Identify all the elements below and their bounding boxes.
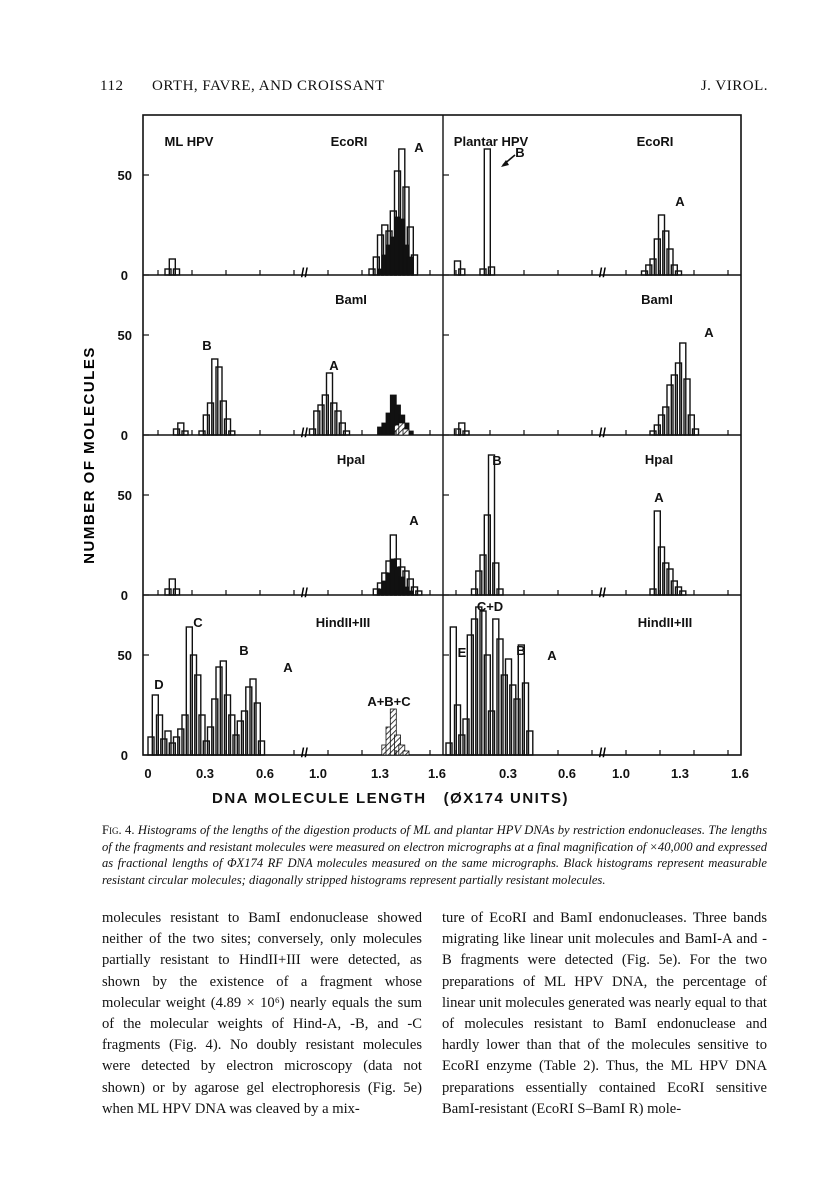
histogram-bar-2r-0-9 <box>659 547 665 595</box>
panel-label-ecori-left: EcoRI <box>330 134 368 149</box>
histogram-bar-1l-0-19 <box>344 431 350 435</box>
histogram-panel-2-left <box>165 535 422 595</box>
y-tick-label-0: 0 <box>120 268 128 283</box>
histogram-bar-3l-0-8 <box>182 715 188 755</box>
histogram-bar-1l-0-10 <box>229 431 235 435</box>
y-tick-label-0: 0 <box>120 588 128 603</box>
histogram-bar-2l-0-0 <box>165 589 171 595</box>
histogram-bar-1r-0-12 <box>688 415 694 435</box>
histogram-bar-3l-0-16 <box>216 667 222 755</box>
x-tick-label: 1.0 <box>308 766 328 781</box>
x-tick-label: 0.3 <box>498 766 518 781</box>
x-tick-label: 1.3 <box>370 766 390 781</box>
histogram-bar-3l-0-21 <box>237 721 243 755</box>
axis-break-mark: // <box>300 585 309 600</box>
axis-break-mark: // <box>598 425 607 440</box>
peak-label: A <box>704 325 714 340</box>
x-tick-label: 1.6 <box>427 766 447 781</box>
histogram-panel-3-left <box>148 627 409 755</box>
peak-label: C <box>193 615 203 630</box>
panel-label-bam-left: BamI <box>335 292 367 307</box>
axis-break-mark: // <box>598 745 607 760</box>
page-number: 112 <box>100 78 124 94</box>
histogram-bar-0r-0-11 <box>667 249 673 275</box>
x-tick-label: 0 <box>144 766 152 781</box>
histogram-bar-1r-0-9 <box>676 363 682 435</box>
peak-label: B <box>239 643 249 658</box>
x-axis-units: (ØX174 UNITS) <box>443 790 569 807</box>
histogram-bar-2r-0-5 <box>493 563 499 595</box>
histogram-bar-3r-0-16 <box>514 699 520 755</box>
histogram-bar-2r-0-7 <box>650 589 656 595</box>
histogram-bar-3l-0-10 <box>191 655 197 755</box>
figure-caption-text: Histograms of the lengths of the digestion products of ML and plantar HPV DNAs by restriction endonucleases. The lengths of the fragments and resistant molecules were measured on electron micrographs at a final magnification of ×40,000 and expressed as fractional lengths of ΦX174 RF DNA molecules measured on the same micrographs. Black histograms represent measurable resistant circular molecules; diagonally stripped histograms represent partially resistant molecules. <box>102 823 767 887</box>
histogram-bar-1l-0-8 <box>220 401 226 435</box>
histogram-bar-0r-0-7 <box>650 259 656 275</box>
x-tick-label: 1.6 <box>730 766 750 781</box>
panel-label-hind-left: HindII+III <box>315 615 371 630</box>
axis-break-mark: // <box>300 745 309 760</box>
histogram-bar-3l-1-5 <box>403 751 409 755</box>
x-tick-label: 0.3 <box>195 766 215 781</box>
panel-label-hind-right: HindII+III <box>637 615 693 630</box>
histogram-bar-1r-0-2 <box>463 431 469 435</box>
x-tick-label: 1.3 <box>670 766 690 781</box>
histogram-bar-3l-0-17 <box>220 661 226 755</box>
axis-break-mark: // <box>598 585 607 600</box>
peak-label: A <box>409 513 419 528</box>
body-text-left-column: molecules resistant to BamI endonuclease showed neither of the two sites; conversely, only molecules partially resistant to HindII+III were detected, as shown by the existence of a fragment whose molecular weight (4.89 × 10⁶) nearly equals the sum of the molecular weights of Hind-A, -B, and -C fragments (Fig. 4). No doubly resistant molecules were detected by electron microscopy (data not shown) or by agarose gel electrophoresis (Fig. 5e) when ML HPV DNA was cleaved by a mix- <box>102 910 422 1117</box>
histogram-bar-3r-0-0 <box>446 743 452 755</box>
histogram-bar-3r-0-15 <box>510 685 516 755</box>
histogram-bar-1l-0-0 <box>174 429 180 435</box>
histogram-bar-3r-0-18 <box>523 683 529 755</box>
histogram-bar-3r-0-19 <box>527 731 533 755</box>
histogram-bar-1r-0-11 <box>684 379 690 435</box>
figure-labels <box>154 134 714 709</box>
histogram-bar-2r-0-8 <box>654 511 660 595</box>
y-tick-label-50: 50 <box>117 648 132 663</box>
journal-name: J. VIROL. <box>700 78 768 94</box>
axis-break-mark: // <box>300 425 309 440</box>
histogram-bar-1r-0-6 <box>663 407 669 435</box>
histogram-bar-0r-0-10 <box>663 231 669 275</box>
x-axis-title <box>212 790 569 807</box>
axis-ticks <box>143 175 728 760</box>
histogram-bar-1l-0-18 <box>339 423 345 435</box>
peak-label: A <box>547 648 557 663</box>
histogram-bar-3l-0-25 <box>254 703 260 755</box>
histogram-bar-0r-0-6 <box>646 265 652 275</box>
histogram-bar-3l-0-22 <box>242 711 248 755</box>
panel-label-hpa-left: HpaI <box>336 452 366 467</box>
histogram-bar-3l-0-18 <box>225 695 231 755</box>
histogram-bar-3l-0-0 <box>148 737 154 755</box>
y-axis-title-text: NUMBER OF MOLECULES <box>81 346 98 564</box>
histogram-bar-3r-0-6 <box>472 619 478 755</box>
peak-label: B <box>516 643 526 658</box>
histogram-bar-0l-0-2 <box>174 269 180 275</box>
histogram-bar-3r-0-8 <box>480 611 486 755</box>
x-tick-label: 1.0 <box>611 766 631 781</box>
x-tick-label: 0.6 <box>255 766 275 781</box>
histogram-bar-3l-0-23 <box>246 687 252 755</box>
histogram-bar-1l-0-12 <box>314 411 320 435</box>
histogram-bar-2l-0-1 <box>169 579 175 595</box>
y-tick-label-0: 0 <box>120 748 128 763</box>
panel-label-ecori-right: EcoRI <box>636 134 674 149</box>
peak-label: A <box>675 194 685 209</box>
histogram-bar-3r-0-9 <box>484 655 490 755</box>
histogram-bar-2l-1-7 <box>407 591 413 595</box>
histogram-bar-1l-0-11 <box>310 429 316 435</box>
x-axis-title-text: DNA MOLECULE LENGTH <box>212 790 427 807</box>
peak-label: E <box>457 645 467 660</box>
panel-label-plantar-hpv: Plantar HPV <box>453 134 529 149</box>
histogram-bar-3l-0-13 <box>203 741 209 755</box>
figure-caption-label: Fig. 4. <box>102 823 135 837</box>
histogram-bar-3l-0-12 <box>199 715 205 755</box>
running-head: ORTH, FAVRE, AND CROISSANT <box>152 78 385 94</box>
histogram-bar-0r-0-9 <box>659 215 665 275</box>
histogram-bar-0r-0-1 <box>459 269 465 275</box>
histogram-bar-3l-0-1 <box>152 695 158 755</box>
histogram-bar-3l-0-9 <box>186 627 192 755</box>
panel-label-ml-hpv: ML HPV <box>164 134 214 149</box>
histogram-bar-0r-0-8 <box>654 239 660 275</box>
histogram-bar-0l-0-3 <box>369 269 375 275</box>
histogram-bar-3r-0-17 <box>518 645 524 755</box>
histogram-bar-3r-0-5 <box>467 635 473 755</box>
histogram-bar-0r-0-3 <box>484 149 490 275</box>
histogram-bar-2r-0-11 <box>667 569 673 595</box>
histogram-bar-2r-0-6 <box>497 589 503 595</box>
histogram-bar-2l-0-2 <box>174 589 180 595</box>
histogram-bar-0l-1-7 <box>407 257 413 275</box>
y-tick-label-50: 50 <box>117 328 132 343</box>
histogram-bar-3r-0-3 <box>459 735 465 755</box>
histogram-bar-3r-0-14 <box>506 659 512 755</box>
histogram-bar-1l-0-2 <box>182 431 188 435</box>
peak-label: A <box>414 140 424 155</box>
x-tick-label: 0.6 <box>557 766 577 781</box>
peak-label: D <box>154 677 164 692</box>
axis-break-mark: // <box>300 265 309 280</box>
histogram-bar-2r-0-4 <box>489 455 495 595</box>
histogram-bar-0r-0-2 <box>480 269 486 275</box>
y-tick-label-50: 50 <box>117 168 132 183</box>
histogram-bar-1l-0-13 <box>318 405 324 435</box>
histogram-panel-0-left <box>165 149 418 275</box>
histogram-bar-3l-0-24 <box>250 679 256 755</box>
histogram-bars <box>148 149 699 755</box>
peak-label: A <box>329 358 339 373</box>
histogram-bar-3r-0-10 <box>489 711 495 755</box>
histogram-bar-3l-0-5 <box>169 743 175 755</box>
histogram-bar-3l-0-2 <box>157 715 163 755</box>
histogram-bar-3r-0-4 <box>463 719 469 755</box>
histogram-bar-2l-0-13 <box>416 591 422 595</box>
histogram-bar-1l-0-16 <box>331 403 337 435</box>
peak-label: A+B+C <box>367 694 411 709</box>
y-tick-label-0: 0 <box>120 428 128 443</box>
peak-label: B <box>515 145 525 160</box>
histogram-panel-1-left <box>174 359 414 435</box>
histogram-bar-3r-0-12 <box>497 639 503 755</box>
histogram-bar-3l-0-7 <box>178 729 184 755</box>
histogram-bar-1r-0-7 <box>667 385 673 435</box>
peak-label: A <box>654 490 664 505</box>
figure-caption <box>102 822 767 888</box>
histogram-bar-1l-0-14 <box>322 395 328 435</box>
histogram-bar-1l-0-15 <box>327 373 333 435</box>
peak-label: C+D <box>476 599 504 614</box>
panel-label-bam-right: BamI <box>641 292 673 307</box>
peak-label: A <box>283 660 293 675</box>
histogram-bar-2r-0-1 <box>476 571 482 595</box>
axis-break-mark: // <box>598 265 607 280</box>
histogram-bar-0l-0-0 <box>165 269 171 275</box>
histogram-bar-1l-2-2 <box>403 429 409 435</box>
y-tick-label-50: 50 <box>117 488 132 503</box>
histogram-bar-2r-0-2 <box>480 555 486 595</box>
histogram-panel-1-right <box>455 343 699 435</box>
histogram-bar-1r-0-4 <box>654 425 660 435</box>
histogram-bar-1l-0-4 <box>203 415 209 435</box>
body-text-right-column: ture of EcoRI and BamI endonucleases. Three bands migrating like linear unit molecules and BamI-A and -B fragments were detected (Fig. 5e). For the two preparations of ML HPV DNA, the percentage of linear unit molecules generated was nearly equal to that of molecules resistant to BamI endonuclease and hardly lower than that of the molecules sensitive to EcoRI enzyme (Table 2). Thus, the ML HPV DNA preparations essentially contained EcoRI sensitive BamI-resistant (EcoRI S–BamI R) mole- <box>442 910 767 1117</box>
histogram-panel-2-right <box>472 455 686 595</box>
histogram-panel-3-right <box>446 607 533 755</box>
histogram-bar-2r-0-10 <box>663 563 669 595</box>
histogram-bar-1r-0-8 <box>671 375 677 435</box>
y-axis-title <box>72 340 102 570</box>
histogram-bar-2r-0-0 <box>472 589 478 595</box>
histogram-bar-3r-0-2 <box>455 705 461 755</box>
histogram-bar-2r-0-12 <box>671 581 677 595</box>
histogram-bar-2r-0-14 <box>680 591 686 595</box>
histogram-bar-3r-0-13 <box>501 675 507 755</box>
histogram-bar-1l-0-6 <box>212 359 218 435</box>
histogram-bar-3l-0-6 <box>174 737 180 755</box>
histogram-bar-3l-0-20 <box>233 735 239 755</box>
histogram-bar-3l-0-3 <box>161 739 167 755</box>
histogram-panel-0-right <box>455 149 682 275</box>
peak-label: B <box>492 453 502 468</box>
histogram-bar-1r-0-10 <box>680 343 686 435</box>
histogram-bar-0r-0-12 <box>671 265 677 275</box>
histogram-bar-0l-0-1 <box>169 259 175 275</box>
peak-label: B <box>202 338 212 353</box>
histogram-bar-3r-0-1 <box>450 627 456 755</box>
panel-label-hpa-right: HpaI <box>644 452 674 467</box>
histogram-bar-3r-0-7 <box>476 607 482 755</box>
histogram-bar-1l-0-5 <box>208 403 214 435</box>
histogram-bar-0r-0-13 <box>676 271 682 275</box>
